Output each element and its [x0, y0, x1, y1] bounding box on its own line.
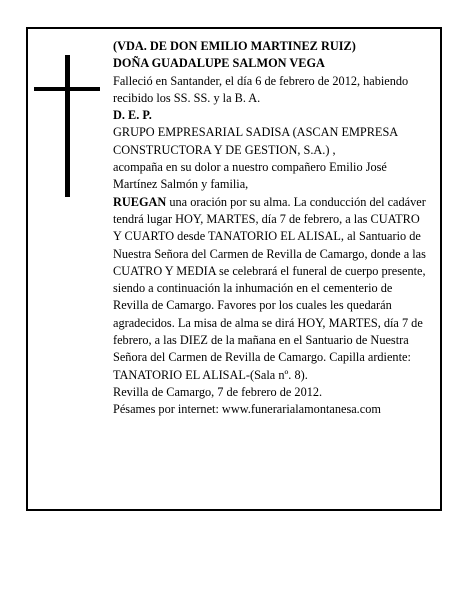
company-name: GRUPO EMPRESARIAL SADISA (ASCAN EMPRESA CONSTRUCTORA Y DE GESTION, S.A.) ,	[113, 125, 398, 157]
widow-line: (VDA. DE DON EMILIO MARTINEZ RUIZ)	[113, 39, 356, 53]
cross-horizontal-bar	[34, 87, 100, 91]
place-date: Revilla de Camargo, 7 de febrero de 2012.	[113, 384, 323, 399]
condolence-line: acompaña en su dolor a nuestro compañero Emilio José Martínez Salmón y familia,	[113, 160, 387, 192]
notice-text	[113, 38, 428, 419]
deceased-name: DOÑA GUADALUPE SALMON VEGA	[113, 56, 325, 71]
dep-line: D. E. P.	[113, 108, 152, 123]
cross-vertical-bar	[65, 55, 70, 197]
cross-icon	[34, 55, 100, 197]
ruegan-word: RUEGAN	[113, 194, 167, 209]
online-condolences: Pésames por internet: www.funerarialamontanesa.com	[113, 402, 381, 417]
funeral-details-text: una oración por su alma. La conducción del cadáver tendrá lugar HOY, MARTES, día 7 de febrero, a las CUATRO Y CUARTO desde TANATORIO EL ALISAL, al Santuario de Nuestra Señora del Carmen de Revilla de Camargo, donde a las CUATRO Y MEDIA se celebrará el funeral de cuerpo presente, siendo a continuación la inhumación en el cementerio de Revilla de Camargo. Favores por los cuales les quedarán agradecidos. La misa de alma se dirá HOY, MARTES, día 7 de febrero, a las DIEZ de la mañana en el Santuario de Nuestra Señora del Carmen de Revilla de Camargo. Capilla ardiente: TANATORIO EL ALISAL-(Sala nº. 8).	[113, 194, 426, 382]
funeral-details	[113, 194, 428, 384]
death-announcement: Falleció en Santander, el día 6 de febrero de 2012, habiendo recibido los SS. SS. y la B. A.	[113, 73, 409, 105]
